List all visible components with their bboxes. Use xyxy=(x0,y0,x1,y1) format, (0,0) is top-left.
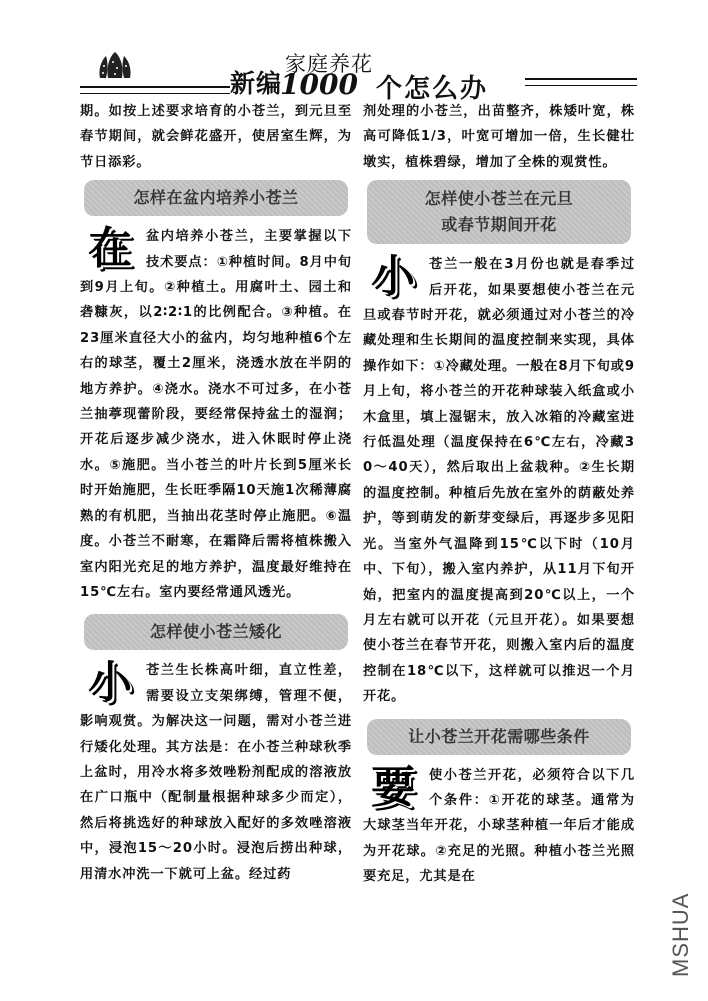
dropcap: 小 xyxy=(88,657,132,709)
section-holiday-bloom xyxy=(363,252,635,709)
dropcap: 小 xyxy=(371,251,415,303)
intro-paragraph: 剂处理的小苍兰，出苗整齐，株矮叶宽，株高可降低1/3，叶宽可增加一倍，生长健壮墩实，植株碧绿，增加了全株的观赏性。 xyxy=(363,104,635,170)
header-rule-left xyxy=(80,86,230,94)
watermark: MSHUA xyxy=(668,892,693,978)
section-body: 苍兰一般在3月份也就是春季过后开花，如果要想使小苍兰在元旦或春节时开花，就必须通过对小苍兰的冷藏处理和生长期间的温度控制来实现，具体操作如下：①冷藏处理。一般在8月下旬或9月上旬，将小苍兰的开花种球装入纸盒或小木盒里，填上湿锯末，放入冰箱的冷藏室进行低温处理（温度保持在6℃左右，冷藏30～40天），然后取出上盆栽种。②生长期的温度控制。种植后先放在室外的荫蔽处养护，等到萌发的新芽变绿后，再逐步多见阳光。当室外气温降到15℃以下时（10月中、下旬），搬入室内养护，从11月下旬开始，把室内的温度提高到20℃以上，一个月左右就可以开花（元旦开花）。如果要想使小苍兰在春节开花，则搬入室内后的温度控制在18℃以下，这样就可以推迟一个月开花。 xyxy=(363,257,635,705)
right-column xyxy=(363,99,635,890)
section-body: 盆内培养小苍兰，主要掌握以下技术要点：①种植时间。8月中旬到9月上旬。②种植土。用腐叶土、园土和砻糠灰，以2∶2∶1的比例配合。③种植。在23厘米直径大小的盆内，均匀地种植6个左右的球茎，覆土2厘米，浇透水放在半阴的地方养护。④浇水。浇水不可过多，在小苍兰抽葶现蕾阶段，要经常保持盆土的湿润；开花后逐步减少浇水，进入休眠时停止浇水。⑤施肥。当小苍兰的叶片长到5厘米长时开始施肥，生长旺季隔10天施1次稀薄腐熟的有机肥，当抽出花茎时停止施肥。⑥温度。小苍兰不耐寒，在霜降后需将植株搬入室内阳光充足的地方养护，温度最好维持在15℃左右。室内要经常通风透光。 xyxy=(80,229,352,600)
header-rule-right xyxy=(525,78,637,86)
section-bloom-conditions xyxy=(363,763,635,890)
heading-line-2: 或春节期间开花 xyxy=(441,215,557,235)
section-pot-cultivation xyxy=(80,224,352,605)
title-top: 家庭养花 xyxy=(285,52,373,76)
flower-emblem-icon xyxy=(96,50,134,80)
section-heading-dwarfing: 怎样使小苍兰矮化 xyxy=(84,614,348,650)
dropcap: 要 xyxy=(371,761,415,813)
section-body: 苍兰生长株高叶细，直立性差，需要设立支架绑缚，管理不便，影响观赏。为解决这一问题，需对小苍兰进行矮化处理。其方法是：在小苍兰种球秋季上盆时，用冷水将多效唑粉剂配成的溶液放在广口瓶中（配制量根据种球多少而定），然后将挑选好的种球放入配好的多效唑溶液中，浸泡15～20小时。浸泡后捞出种球，用清水冲洗一下就可上盆。经过药 xyxy=(80,663,352,882)
intro-paragraph: 期。如按上述要求培育的小苍兰，到元旦至春节期间，就会鲜花盛开，使居室生辉，为节日添彩。 xyxy=(80,104,352,170)
left-column xyxy=(80,99,352,887)
heading-line-1: 怎样使小苍兰在元旦 xyxy=(424,189,574,209)
section-body: 使小苍兰开花，必须符合以下几个条件：①开花的球茎。通常为大球茎当年开花，小球茎种植一年后才能成为开花球。②充足的光照。种植小苍兰光照要充足，尤其是在 xyxy=(363,767,635,885)
section-heading-holiday-bloom xyxy=(367,180,631,244)
title-number: 1000 xyxy=(280,68,358,101)
dropcap: 在 xyxy=(88,223,132,275)
title-prefix: 新编 xyxy=(230,69,283,98)
section-dwarfing xyxy=(80,658,352,887)
section-heading-pot-cultivation: 怎样在盆内培养小苍兰 xyxy=(84,180,348,216)
title-tail: 个怎么办 xyxy=(376,74,489,104)
section-heading-bloom-conditions: 让小苍兰开花需哪些条件 xyxy=(367,719,631,755)
page-header xyxy=(80,48,640,104)
